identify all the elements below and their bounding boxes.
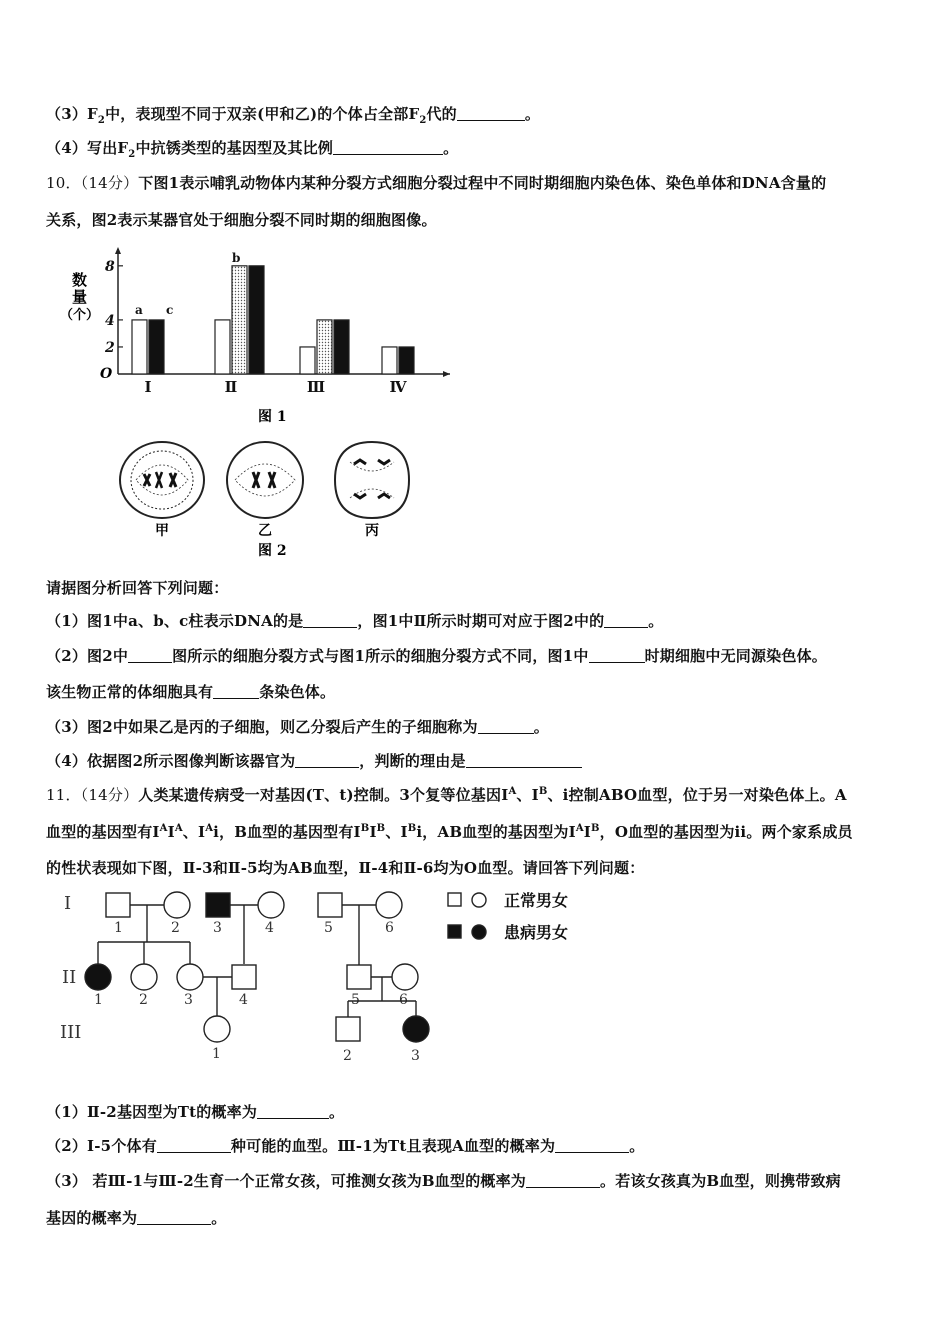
cell-yi — [227, 442, 303, 518]
legend-normal-female-icon — [472, 893, 486, 907]
pedigree-II-6-female — [392, 964, 418, 990]
pedigree-I-1-male — [106, 893, 130, 917]
y-tick-label-2: 2 — [105, 339, 115, 356]
cell-label-yi: 乙 — [258, 523, 272, 539]
q11-sub3-cont: 基因的概率为 。 — [46, 1209, 227, 1227]
q11-stem-line2: 血型的基因型有$I^AI^A$、$I^Ai$，B血型的基因型有$I^BI^B$、$I^Bi$，AB血型的基因型为$I^AI^B$，O血型的基因型为ii。两个家系成员 — [46, 823, 853, 841]
answer-blank[interactable] — [457, 106, 525, 121]
pedigree-num-I-3: 3 — [213, 920, 222, 936]
pedigree-II-1-affected-female — [85, 964, 111, 990]
q11-sub2: （2）Ⅰ-5个体有 种可能的血型。Ⅲ-1为Tt且表现A血型的概率为 。 — [46, 1137, 645, 1155]
figure-2-caption: 图 2 — [258, 543, 287, 559]
q10-prompt: 请据图分析回答下列问题： — [46, 579, 229, 597]
answer-blank[interactable] — [137, 1210, 211, 1225]
legend-normal-label: 正常男女 — [504, 891, 569, 910]
cell-label-jia: 甲 — [155, 523, 169, 539]
pedigree-I-4-female — [258, 892, 284, 918]
answer-blank[interactable] — [604, 613, 648, 628]
y-axis-label-2: 量 — [72, 288, 88, 306]
series-label-a: a — [135, 302, 143, 317]
q10-stem-line1: 10．（14分）下图1表示哺乳动物体内某种分裂方式细胞分裂过程中不同时期细胞内染色体、染色单体和DNA含量的 — [46, 174, 827, 192]
q11-stem-line1: 11．（14分）人类某遗传病受一对基因(T、t)控制。3个复等位基因$I^A$、$I^B$、i控制ABO血型，位于另一对染色体上。A — [46, 786, 847, 804]
pedigree-num-II-5: 5 — [351, 992, 360, 1008]
pedigree-II-3-female — [177, 964, 203, 990]
bar-a-2 — [215, 320, 230, 374]
bar-c-1 — [149, 320, 164, 374]
x-tick-label-4: Ⅳ — [389, 378, 407, 396]
answer-blank[interactable] — [555, 1138, 629, 1153]
bar-c-4 — [399, 347, 414, 374]
answer-blank[interactable] — [257, 1104, 329, 1119]
q10-sub2-cont: 该生物正常的体细胞具有 条染色体。 — [46, 683, 336, 701]
answer-blank[interactable] — [157, 1138, 231, 1153]
answer-blank[interactable] — [466, 753, 582, 768]
pedigree-II-4-male — [232, 965, 256, 989]
y-axis-label-3: （个） — [60, 308, 100, 323]
pedigree-III-2-male — [336, 1017, 360, 1041]
q10-sub1: （1）图1中a、b、c柱表示DNA的是 ，图1中Ⅱ所示时期可对应于图2中的 。 — [46, 612, 664, 630]
legend-affected-label: 患病男女 — [504, 923, 569, 942]
chart-bars — [104, 247, 450, 396]
generation-label-I: I — [64, 893, 72, 914]
pedigree-num-II-2: 2 — [139, 992, 148, 1008]
q9-sub3: $(3)F_2$中，表现型不同于双亲(甲和乙)的个体占全部$F_2$代的 。 — [46, 105, 541, 126]
q9-sub4: （4）写出$F_2$中抗锈类型的基因型及其比例 。 — [46, 139, 459, 160]
q11-sub1: （1）Ⅱ-2基因型为Tt的概率为 。 — [46, 1103, 345, 1121]
pedigree-I-5-male — [318, 893, 342, 917]
cell-bing — [335, 442, 409, 518]
pedigree-chart — [56, 884, 616, 1069]
pedigree-num-I-5: 5 — [324, 920, 333, 936]
pedigree-I-2-female — [164, 892, 190, 918]
pedigree-num-I-2: 2 — [171, 920, 180, 936]
figure-1-bar-chart — [60, 245, 470, 430]
figure-2-cell-images — [110, 430, 430, 560]
answer-blank[interactable] — [128, 648, 172, 663]
pedigree-num-II-6: 6 — [399, 992, 408, 1008]
answer-blank[interactable] — [303, 613, 357, 628]
answer-blank[interactable] — [526, 1173, 600, 1188]
y-axis-label-1: 数 — [72, 271, 88, 289]
x-tick-label-2: Ⅱ — [224, 378, 238, 396]
q10-sub2: （2）图2中 图所示的细胞分裂方式与图1所示的细胞分裂方式不同，图1中 时期细胞中无同源染色体。 — [46, 647, 827, 665]
pedigree-II-2-female — [131, 964, 157, 990]
cell-label-bing: 丙 — [365, 523, 379, 539]
q10-stem-line2: 关系，图2表示某器官处于细胞分裂不同时期的细胞图像。 — [46, 211, 437, 229]
pedigree-num-I-1: 1 — [114, 920, 123, 936]
y-tick-label-4: 4 — [105, 312, 115, 329]
legend-normal-male-icon — [448, 893, 461, 906]
pedigree-II-5-male — [347, 965, 371, 989]
bar-a-1 — [132, 320, 147, 374]
pedigree-num-III-1: 1 — [212, 1046, 221, 1062]
bar-c-2 — [249, 266, 264, 374]
pedigree-num-II-3: 3 — [184, 992, 193, 1008]
pedigree-I-6-female — [376, 892, 402, 918]
q10-sub4: （4）依据图2所示图像判断该器官为 ，判断的理由是 — [46, 750, 582, 771]
legend-affected-male-icon — [448, 925, 461, 938]
bar-a-4 — [382, 347, 397, 374]
answer-blank[interactable] — [478, 719, 534, 734]
pedigree-num-II-4: 4 — [239, 992, 248, 1008]
series-label-b: b — [232, 250, 241, 265]
bar-c-3 — [334, 320, 349, 374]
bar-b-2 — [232, 266, 247, 374]
x-axis-arrow — [443, 371, 450, 377]
chart-origin-label: O — [100, 366, 113, 382]
q10-sub3: （3）图2中如果乙是丙的子细胞，则乙分裂后产生的子细胞称为 。 — [46, 718, 549, 736]
pedigree-num-I-6: 6 — [385, 920, 394, 936]
q11-stem-line3: 的性状表现如下图，Ⅱ-3和Ⅱ-5均为AB血型，Ⅱ-4和Ⅱ-6均为O血型。请回答下列问题： — [46, 859, 645, 877]
pedigree-num-III-2: 2 — [343, 1048, 352, 1064]
generation-label-III: III — [60, 1022, 82, 1043]
x-tick-label-3: Ⅲ — [306, 378, 326, 396]
cell-jia — [120, 442, 204, 518]
pedigree-I-3-affected-male — [206, 893, 230, 917]
x-tick-label-1: Ⅰ — [144, 378, 152, 396]
pedigree-num-II-1: 1 — [94, 992, 103, 1008]
pedigree-III-1-female — [204, 1016, 230, 1042]
answer-blank[interactable] — [213, 684, 259, 699]
bar-a-3 — [300, 347, 315, 374]
figure-1-caption: 图 1 — [258, 409, 287, 425]
generation-label-II: II — [62, 967, 77, 988]
pedigree-num-III-3: 3 — [411, 1048, 420, 1064]
pedigree-num-I-4: 4 — [265, 920, 274, 936]
bar-b-3 — [317, 320, 332, 374]
series-label-c: c — [166, 302, 174, 317]
answer-blank[interactable] — [333, 140, 443, 155]
legend-affected-female-icon — [472, 925, 486, 939]
answer-blank[interactable] — [589, 648, 645, 663]
q11-sub3: （3） 若Ⅲ-1与Ⅲ-2生育一个正常女孩，可推测女孩为B血型的概率为 。若该女孩真为B血型，则携带致病 — [46, 1172, 841, 1190]
answer-blank[interactable] — [295, 753, 359, 768]
pedigree-III-3-affected-female — [403, 1016, 429, 1042]
y-axis-arrow — [115, 247, 121, 254]
y-tick-label-8: 8 — [105, 258, 115, 275]
